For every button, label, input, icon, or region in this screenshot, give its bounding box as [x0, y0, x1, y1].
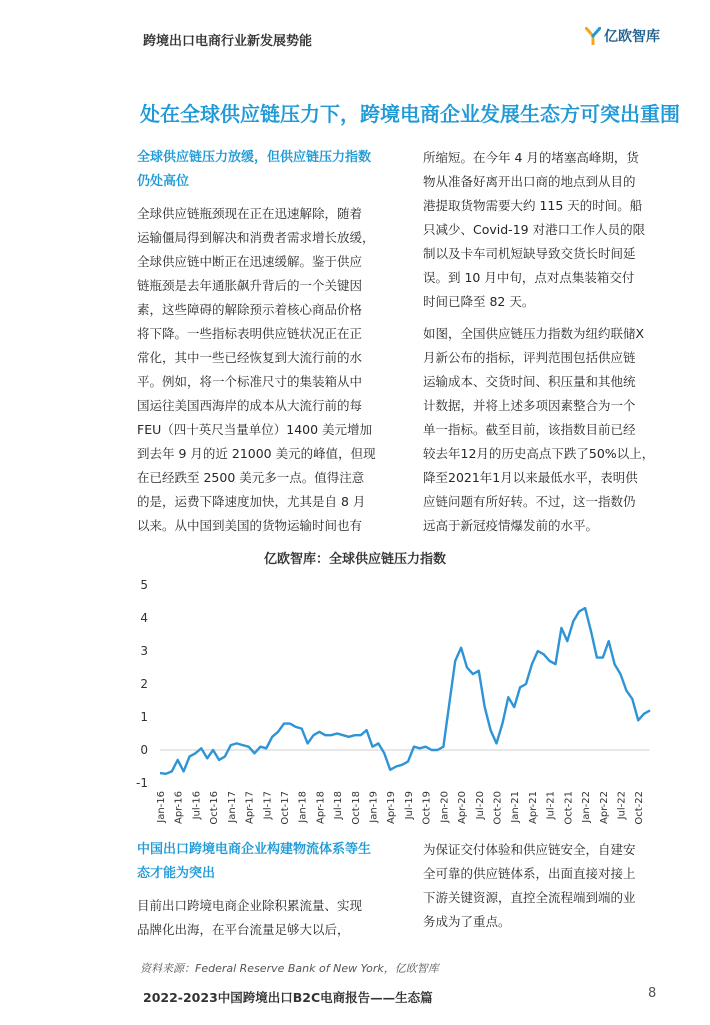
section2-right-text	[423, 838, 661, 934]
x-tick-label: Apr-18	[315, 791, 327, 824]
text-line: 运输成本、交货时间、积压量和其他统	[423, 374, 636, 389]
text-line: 运输僵局得到解决和消费者需求增长放缓，	[137, 230, 375, 245]
text-line: 素，这些障碍的解除预示着核心商品价格	[137, 302, 363, 317]
text-line: 国运往美国西海岸的成本从大流行前的每	[137, 398, 363, 413]
section2-heading-line: 中国出口跨境电商企业构建物流体系等生	[137, 842, 372, 857]
x-tick-label: Jan-22	[581, 791, 593, 823]
x-tick-label: Oct-17	[279, 791, 291, 825]
text-line: 降至2021年1月以来最低水平，表明供	[423, 470, 638, 485]
x-tick-label: Jul-19	[403, 791, 415, 820]
text-line: 月新公布的指标，评判范围包括供应链	[423, 350, 636, 365]
header-title: 跨境出口电商行业新发展势能	[143, 34, 313, 49]
text-line: 下游关键资源，直控全流程端到端的业	[423, 890, 636, 905]
x-tick-label: Jan-20	[439, 791, 451, 823]
supply-chain-pressure-chart	[0, 565, 710, 840]
x-tick-label: Oct-19	[421, 791, 433, 825]
page-title: 处在全球供应链压力下，跨境电商企业发展生态方可突出重围	[140, 102, 680, 126]
section2-heading-line: 态才能为突出	[137, 866, 216, 881]
x-tick-label: Apr-22	[598, 791, 610, 824]
text-line: 在已经跌至 2500 美元多一点。值得注意	[137, 470, 365, 485]
x-tick-label: Oct-21	[563, 791, 575, 825]
chart-title: 亿欧智库：全球供应链压力指数	[263, 552, 446, 567]
logo	[585, 26, 660, 46]
x-tick-label: Jul-20	[474, 791, 486, 820]
x-tick-label: Jul-16	[191, 791, 203, 820]
text-line: 链瓶颈是去年通胀飙升背后的一个关键因	[137, 278, 363, 293]
x-tick-label: Apr-19	[386, 791, 398, 824]
x-tick-label: Apr-20	[457, 791, 469, 824]
series-line	[160, 608, 650, 774]
text-line: FEU（四十英尺当量单位）1400 美元增加	[137, 422, 373, 437]
text-line: 的是，运费下降速度加快，尤其是自 8 月	[137, 494, 366, 509]
section1-heading-line: 仍处高位	[137, 174, 190, 189]
text-line: 计数据，并将上述多项因素整合为一个	[423, 398, 636, 413]
x-tick-label: Jan-19	[368, 791, 380, 823]
x-tick-label: Jul-17	[262, 791, 274, 820]
source-note: 资料来源：Federal Reserve Bank of New York，亿欧智库	[140, 962, 439, 975]
footer-title: 2022-2023中国跨境出口B2C电商报告——生态篇	[143, 990, 433, 1005]
y-tick-label: 0	[140, 743, 148, 757]
text-line: 将下降。一些指标表明供应链状况正在正	[137, 326, 363, 341]
x-tick-label: Jan-21	[510, 791, 522, 823]
x-tick-label: Oct-20	[492, 791, 504, 825]
text-line: 全球供应链中断正在迅速缓解。鉴于供应	[137, 254, 363, 269]
text-line: 目前出口跨境电商企业除积累流量、实现	[137, 898, 363, 913]
page-number: 8	[648, 986, 657, 1001]
text-line: 制以及卡车司机短缺导致交货长时间延	[423, 246, 636, 261]
text-line: 所缩短。在今年 4 月的堵塞高峰期，货	[423, 150, 639, 165]
x-tick-label: Apr-21	[527, 791, 539, 824]
section1-right-text-2	[423, 322, 661, 538]
logo-text: 亿欧智库	[604, 29, 660, 45]
text-line: 为保证交付体验和供应链安全，自建安	[423, 842, 636, 857]
text-line: 全可靠的供应链体系，出面直接对接上	[423, 866, 636, 881]
text-line: 到去年 9 月的近 21000 美元的峰值，但现	[137, 446, 376, 461]
section2-left-text	[137, 894, 389, 942]
section2-heading	[137, 838, 371, 886]
text-line: 误。到 10 月中旬，点对点集装箱交付	[423, 270, 635, 285]
y-tick-label: 1	[140, 710, 148, 724]
text-line: 常化，其中一些已经恢复到大流行前的水	[137, 350, 363, 365]
x-tick-label: Jan-17	[226, 791, 238, 823]
y-tick-label: 4	[140, 611, 148, 625]
text-line: 应链问题有所好转。不过，这一指数仍	[423, 494, 636, 509]
text-line: 全球供应链瓶颈现在正在迅速解除，随着	[137, 206, 363, 221]
x-tick-label: Jul-21	[545, 791, 557, 820]
y-tick-label: -1	[136, 776, 148, 790]
x-tick-label: Apr-16	[173, 791, 185, 824]
section1-heading-line: 全球供应链压力放缓，但供应链压力指数	[137, 150, 372, 165]
text-line: 以来。从中国到美国的货物运输时间也有	[137, 518, 363, 533]
y-tick-label: 3	[140, 644, 148, 658]
text-line: 平。例如，将一个标准尺寸的集装箱从中	[137, 374, 363, 389]
x-tick-label: Oct-16	[209, 791, 221, 825]
x-tick-label: Oct-22	[634, 791, 646, 825]
x-tick-label: Apr-17	[244, 791, 256, 824]
text-line: 时间已降至 82 天。	[423, 294, 535, 309]
text-line: 只减少、Covid-19 对港口工作人员的限	[423, 222, 646, 237]
text-line: 物从准备好离开出口商的地点到从目的	[423, 174, 636, 189]
x-tick-label: Jan-16	[156, 791, 167, 823]
text-line: 较去年12月的历史高点下跌了50%以上，	[423, 446, 655, 461]
text-line: 品牌化出海，在平台流量足够大以后，	[137, 922, 350, 937]
section1-right-text-1	[423, 146, 661, 314]
text-line: 港提取货物需要大约 115 天的时间。船	[423, 198, 643, 213]
text-line: 单一指标。截至目前，该指数目前已经	[423, 422, 636, 437]
text-line: 远高于新冠疫情爆发前的水平。	[423, 518, 599, 533]
y-tick-label: 2	[140, 677, 148, 691]
x-tick-label: Jan-18	[297, 791, 309, 823]
section1-heading	[137, 146, 371, 194]
text-line: 如图，全国供应链压力指数为纽约联储X	[423, 326, 645, 341]
section1-left-text	[137, 202, 389, 538]
x-tick-label: Oct-18	[350, 791, 362, 825]
x-tick-label: Jul-22	[616, 791, 628, 820]
x-tick-label: Jul-18	[333, 791, 345, 820]
logo-mark-icon	[585, 27, 601, 45]
y-tick-label: 5	[140, 578, 148, 592]
text-line: 务成为了重点。	[423, 914, 511, 929]
